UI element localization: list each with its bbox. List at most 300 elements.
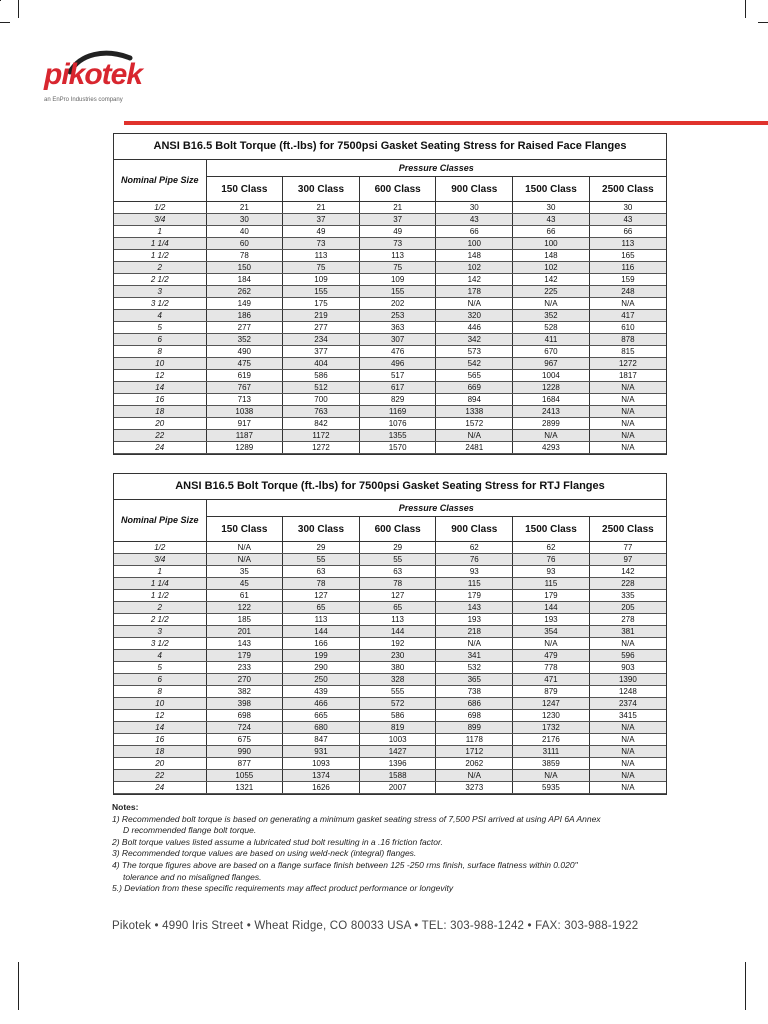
torque-value-cell: 93 [513,566,590,578]
pipe-size-cell: 8 [114,346,206,358]
torque-value-cell: 573 [436,346,513,358]
table-title: ANSI B16.5 Bolt Torque (ft.-lbs) for 7500psi Gasket Seating Stress for RTJ Flanges [114,474,666,500]
torque-value-cell: 1626 [283,782,360,794]
table-row [114,250,666,262]
pipe-size-cell: 2 [114,602,206,614]
torque-table-raised-face [113,133,667,455]
torque-value-cell: 73 [359,238,436,250]
torque-value-cell: N/A [589,758,666,770]
torque-value-cell: N/A [589,746,666,758]
torque-value-cell: 446 [436,322,513,334]
torque-value-cell: 713 [206,394,283,406]
torque-value-cell: 30 [589,202,666,214]
pipe-size-cell: 5 [114,322,206,334]
torque-value-cell: 4293 [513,442,590,454]
torque-value-cell: 78 [283,578,360,590]
torque-value-cell: 354 [513,626,590,638]
pipe-size-cell: 8 [114,686,206,698]
logo-tagline: an EnPro Industries company [44,97,123,103]
torque-value-cell: 2413 [513,406,590,418]
torque-value-cell: 1248 [589,686,666,698]
pipe-size-cell: 2 1/2 [114,274,206,286]
pipe-size-cell: 20 [114,418,206,430]
torque-value-cell: N/A [589,382,666,394]
torque-value-cell: 2899 [513,418,590,430]
torque-value-cell: 193 [513,614,590,626]
torque-value-cell: 586 [283,370,360,382]
pipe-size-cell: 4 [114,310,206,322]
torque-value-cell: 175 [283,298,360,310]
torque-value-cell: 185 [206,614,283,626]
torque-value-cell: 377 [283,346,360,358]
torque-value-cell: 842 [283,418,360,430]
torque-value-cell: 233 [206,662,283,674]
torque-value-cell: N/A [436,638,513,650]
torque-value-cell: 476 [359,346,436,358]
table-row [114,310,666,322]
torque-value-cell: 490 [206,346,283,358]
brand-logo [40,50,150,110]
table-row [114,274,666,286]
torque-value-cell: 113 [283,614,360,626]
torque-value-cell: 29 [283,542,360,554]
torque-value-cell: 1355 [359,430,436,442]
pipe-size-cell: 3/4 [114,554,206,566]
torque-value-cell: 184 [206,274,283,286]
torque-value-cell: 253 [359,310,436,322]
torque-value-cell: 1172 [283,430,360,442]
pipe-size-cell: 1 1/2 [114,590,206,602]
torque-value-cell: 686 [436,698,513,710]
torque-value-cell: 228 [589,578,666,590]
torque-value-cell: 97 [589,554,666,566]
torque-value-cell: N/A [589,430,666,442]
torque-value-cell: 30 [513,202,590,214]
torque-value-cell: 1396 [359,758,436,770]
torque-value-cell: 45 [206,578,283,590]
torque-value-cell: 30 [436,202,513,214]
torque-value-cell: 148 [513,250,590,262]
torque-value-cell: 43 [513,214,590,226]
torque-value-cell: 1272 [589,358,666,370]
torque-value-cell: 219 [283,310,360,322]
pipe-size-cell: 6 [114,334,206,346]
torque-value-cell: 179 [206,650,283,662]
note-line: 5.) Deviation from these specific requirements may affect product performance or longevity [112,883,454,894]
torque-value-cell: 610 [589,322,666,334]
torque-value-cell: 73 [283,238,360,250]
crop-mark-tr-v [745,0,746,18]
torque-value-cell: 30 [206,214,283,226]
torque-value-cell: 143 [436,602,513,614]
torque-grid [114,160,666,454]
torque-value-cell: 680 [283,722,360,734]
pipe-size-cell: 10 [114,698,206,710]
torque-value-cell: 381 [589,626,666,638]
torque-value-cell: N/A [436,770,513,782]
torque-value-cell: 66 [513,226,590,238]
torque-value-cell: 1289 [206,442,283,454]
pipe-size-cell: 1 [114,566,206,578]
crop-mark [0,0,1,1]
torque-value-cell: 60 [206,238,283,250]
torque-value-cell: 179 [513,590,590,602]
pipe-size-cell: 22 [114,770,206,782]
table-row [114,226,666,238]
torque-value-cell: N/A [589,734,666,746]
torque-value-cell: 1588 [359,770,436,782]
torque-value-cell: 819 [359,722,436,734]
pipe-size-cell: 1 1/4 [114,238,206,250]
torque-value-cell: 143 [206,638,283,650]
table-row [114,734,666,746]
torque-value-cell: 29 [359,542,436,554]
pressure-classes-header: Pressure Classes [206,160,666,177]
torque-value-cell: 738 [436,686,513,698]
torque-value-cell: 1427 [359,746,436,758]
torque-value-cell: 847 [283,734,360,746]
torque-value-cell: 778 [513,662,590,674]
torque-value-cell: 669 [436,382,513,394]
torque-value-cell: N/A [206,542,283,554]
torque-value-cell: 102 [436,262,513,274]
torque-value-cell: 698 [206,710,283,722]
class-column-header: 600 Class [359,177,436,202]
torque-value-cell: 37 [359,214,436,226]
torque-value-cell: 2062 [436,758,513,770]
torque-value-cell: 363 [359,322,436,334]
torque-value-cell: 116 [589,262,666,274]
torque-value-cell: 76 [436,554,513,566]
torque-value-cell: 150 [206,262,283,274]
torque-value-cell: 528 [513,322,590,334]
torque-value-cell: 75 [359,262,436,274]
pipe-size-cell: 3 1/2 [114,638,206,650]
class-column-header: 300 Class [283,517,360,542]
torque-value-cell: 1712 [436,746,513,758]
torque-value-cell: 262 [206,286,283,298]
torque-value-cell: 307 [359,334,436,346]
pipe-size-cell: 1/2 [114,542,206,554]
torque-value-cell: 1228 [513,382,590,394]
torque-value-cell: 49 [359,226,436,238]
torque-value-cell: 115 [436,578,513,590]
table-row [114,382,666,394]
logo-wordmark: pikotek [44,58,143,91]
torque-value-cell: 76 [513,554,590,566]
torque-value-cell: 931 [283,746,360,758]
torque-value-cell: 230 [359,650,436,662]
torque-value-cell: 199 [283,650,360,662]
pipe-size-cell: 1 [114,226,206,238]
torque-value-cell: N/A [589,406,666,418]
torque-value-cell: 155 [359,286,436,298]
table-row [114,202,666,214]
table-row [114,214,666,226]
torque-value-cell: 917 [206,418,283,430]
torque-value-cell: 63 [359,566,436,578]
torque-value-cell: 65 [359,602,436,614]
torque-value-cell: 93 [436,566,513,578]
class-column-header: 900 Class [436,177,513,202]
table-row [114,662,666,674]
torque-value-cell: 113 [283,250,360,262]
torque-value-cell: 1817 [589,370,666,382]
torque-value-cell: 37 [283,214,360,226]
pipe-size-cell: 14 [114,382,206,394]
torque-value-cell: 62 [513,542,590,554]
torque-value-cell: 3273 [436,782,513,794]
torque-value-cell: 202 [359,298,436,310]
torque-value-cell: 1055 [206,770,283,782]
torque-value-cell: 1230 [513,710,590,722]
torque-value-cell: N/A [589,394,666,406]
torque-value-cell: 166 [283,638,360,650]
torque-value-cell: N/A [589,418,666,430]
torque-value-cell: 1572 [436,418,513,430]
torque-value-cell: 290 [283,662,360,674]
torque-value-cell: 1272 [283,442,360,454]
torque-value-cell: 115 [513,578,590,590]
pipe-size-cell: 6 [114,674,206,686]
torque-value-cell: 342 [436,334,513,346]
torque-value-cell: 102 [513,262,590,274]
table-title: ANSI B16.5 Bolt Torque (ft.-lbs) for 7500psi Gasket Seating Stress for Raised Face Flanges [114,134,666,160]
nominal-pipe-size-header: Nominal Pipe Size [114,500,206,542]
pipe-size-cell: 1/2 [114,202,206,214]
note-line: 1) Recommended bolt torque is based on generating a minimum gasket seating stress of 7,500 PSI arrived at using API 6A Annex [112,813,601,824]
pipe-size-cell: 1 1/2 [114,250,206,262]
torque-value-cell: 1076 [359,418,436,430]
torque-value-cell: 179 [436,590,513,602]
torque-value-cell: 382 [206,686,283,698]
torque-value-cell: 277 [283,322,360,334]
crop-mark-bl-v [18,962,19,1010]
torque-value-cell: 398 [206,698,283,710]
note-line: tolerance and no misaligned flanges. [123,871,262,882]
note-line: 4) The torque figures above are based on a flange surface finish between 125 -250 rms finish, surface flatness within 0.020" [112,859,578,870]
table-row [114,626,666,638]
torque-value-cell: 122 [206,602,283,614]
torque-value-cell: 555 [359,686,436,698]
note-line: 3) Recommended torque values are based on using weld-neck (integral) flanges. [112,848,417,859]
table-row [114,614,666,626]
torque-value-cell: N/A [436,430,513,442]
torque-value-cell: 186 [206,310,283,322]
torque-value-cell: 879 [513,686,590,698]
torque-value-cell: 155 [283,286,360,298]
torque-value-cell: 192 [359,638,436,650]
torque-value-cell: 2481 [436,442,513,454]
torque-value-cell: 78 [359,578,436,590]
class-column-header: 600 Class [359,517,436,542]
torque-value-cell: 475 [206,358,283,370]
torque-value-cell: 542 [436,358,513,370]
torque-table-rtj [113,473,667,795]
pipe-size-cell: 20 [114,758,206,770]
torque-value-cell: 201 [206,626,283,638]
table-row [114,406,666,418]
torque-value-cell: 411 [513,334,590,346]
torque-value-cell: 670 [513,346,590,358]
torque-value-cell: 512 [283,382,360,394]
torque-value-cell: 565 [436,370,513,382]
torque-value-cell: 159 [589,274,666,286]
torque-value-cell: N/A [589,298,666,310]
pipe-size-cell: 12 [114,710,206,722]
torque-value-cell: 3111 [513,746,590,758]
torque-value-cell: 21 [283,202,360,214]
crop-mark-br-v [745,962,746,1010]
torque-value-cell: 277 [206,322,283,334]
crop-mark-tl-h [0,22,10,23]
torque-value-cell: N/A [513,430,590,442]
class-column-header: 150 Class [206,177,283,202]
torque-value-cell: 142 [513,274,590,286]
torque-value-cell: 1169 [359,406,436,418]
torque-value-cell: N/A [589,770,666,782]
table-row [114,394,666,406]
torque-value-cell: 352 [513,310,590,322]
table-row [114,346,666,358]
torque-value-cell: 193 [436,614,513,626]
note-line: 2) Bolt torque values listed assume a lubricated stud bolt resulting in a .16 friction factor. [112,836,443,847]
torque-value-cell: 43 [589,214,666,226]
table-row [114,554,666,566]
torque-value-cell: 100 [513,238,590,250]
torque-value-cell: 967 [513,358,590,370]
table-row [114,262,666,274]
torque-value-cell: N/A [206,554,283,566]
pipe-size-cell: 16 [114,734,206,746]
pipe-size-cell: 1 1/4 [114,578,206,590]
torque-value-cell: 1178 [436,734,513,746]
pipe-size-cell: 24 [114,782,206,794]
torque-value-cell: 65 [283,602,360,614]
torque-value-cell: N/A [589,442,666,454]
pipe-size-cell: 2 [114,262,206,274]
table-row [114,698,666,710]
torque-value-cell: 572 [359,698,436,710]
table-row [114,674,666,686]
torque-value-cell: 320 [436,310,513,322]
torque-value-cell: 66 [589,226,666,238]
pipe-size-cell: 3 [114,286,206,298]
torque-value-cell: 665 [283,710,360,722]
torque-value-cell: 596 [589,650,666,662]
class-column-header: 900 Class [436,517,513,542]
class-column-header: 2500 Class [589,517,666,542]
torque-value-cell: 35 [206,566,283,578]
torque-value-cell: 149 [206,298,283,310]
torque-value-cell: N/A [589,782,666,794]
pipe-size-cell: 12 [114,370,206,382]
torque-value-cell: 225 [513,286,590,298]
pipe-size-cell: 4 [114,650,206,662]
table-row [114,650,666,662]
torque-value-cell: 1004 [513,370,590,382]
torque-value-cell: 1187 [206,430,283,442]
torque-value-cell: 1338 [436,406,513,418]
pressure-classes-header: Pressure Classes [206,500,666,517]
torque-value-cell: 466 [283,698,360,710]
torque-value-cell: 380 [359,662,436,674]
table-row [114,578,666,590]
torque-value-cell: 218 [436,626,513,638]
torque-value-cell: 1321 [206,782,283,794]
table-row [114,334,666,346]
torque-value-cell: 127 [359,590,436,602]
torque-value-cell: 335 [589,590,666,602]
table-row [114,238,666,250]
torque-value-cell: N/A [589,638,666,650]
table-row [114,358,666,370]
torque-value-cell: 619 [206,370,283,382]
table-row [114,782,666,794]
torque-value-cell: 328 [359,674,436,686]
torque-value-cell: 3415 [589,710,666,722]
table-row [114,758,666,770]
torque-value-cell: 471 [513,674,590,686]
table-row [114,418,666,430]
torque-value-cell: 75 [283,262,360,274]
torque-value-cell: 270 [206,674,283,686]
torque-value-cell: 205 [589,602,666,614]
torque-value-cell: 148 [436,250,513,262]
table-row [114,322,666,334]
class-column-header: 1500 Class [513,177,590,202]
pipe-size-cell: 14 [114,722,206,734]
torque-value-cell: 352 [206,334,283,346]
note-line: D recommended flange bolt torque. [123,825,257,836]
torque-value-cell: 2176 [513,734,590,746]
torque-value-cell: 5935 [513,782,590,794]
pipe-size-cell: 16 [114,394,206,406]
header-rule [124,121,768,125]
torque-value-cell: 1570 [359,442,436,454]
pipe-size-cell: 24 [114,442,206,454]
torque-value-cell: 1247 [513,698,590,710]
torque-value-cell: 404 [283,358,360,370]
torque-value-cell: 109 [283,274,360,286]
torque-value-cell: 77 [589,542,666,554]
torque-value-cell: 341 [436,650,513,662]
torque-value-cell: 517 [359,370,436,382]
torque-value-cell: 61 [206,590,283,602]
torque-value-cell: 878 [589,334,666,346]
torque-value-cell: 248 [589,286,666,298]
torque-value-cell: 21 [206,202,283,214]
torque-value-cell: 675 [206,734,283,746]
torque-value-cell: 165 [589,250,666,262]
torque-value-cell: 62 [436,542,513,554]
table-row [114,746,666,758]
pipe-size-cell: 18 [114,746,206,758]
pipe-size-cell: 5 [114,662,206,674]
torque-grid [114,500,666,794]
torque-value-cell: 496 [359,358,436,370]
torque-value-cell: 113 [589,238,666,250]
table-row [114,722,666,734]
pipe-size-cell: 3/4 [114,214,206,226]
torque-value-cell: 815 [589,346,666,358]
table-row [114,298,666,310]
torque-value-cell: 234 [283,334,360,346]
torque-value-cell: 66 [436,226,513,238]
pipe-size-cell: 2 1/2 [114,614,206,626]
torque-value-cell: 278 [589,614,666,626]
torque-value-cell: 144 [283,626,360,638]
